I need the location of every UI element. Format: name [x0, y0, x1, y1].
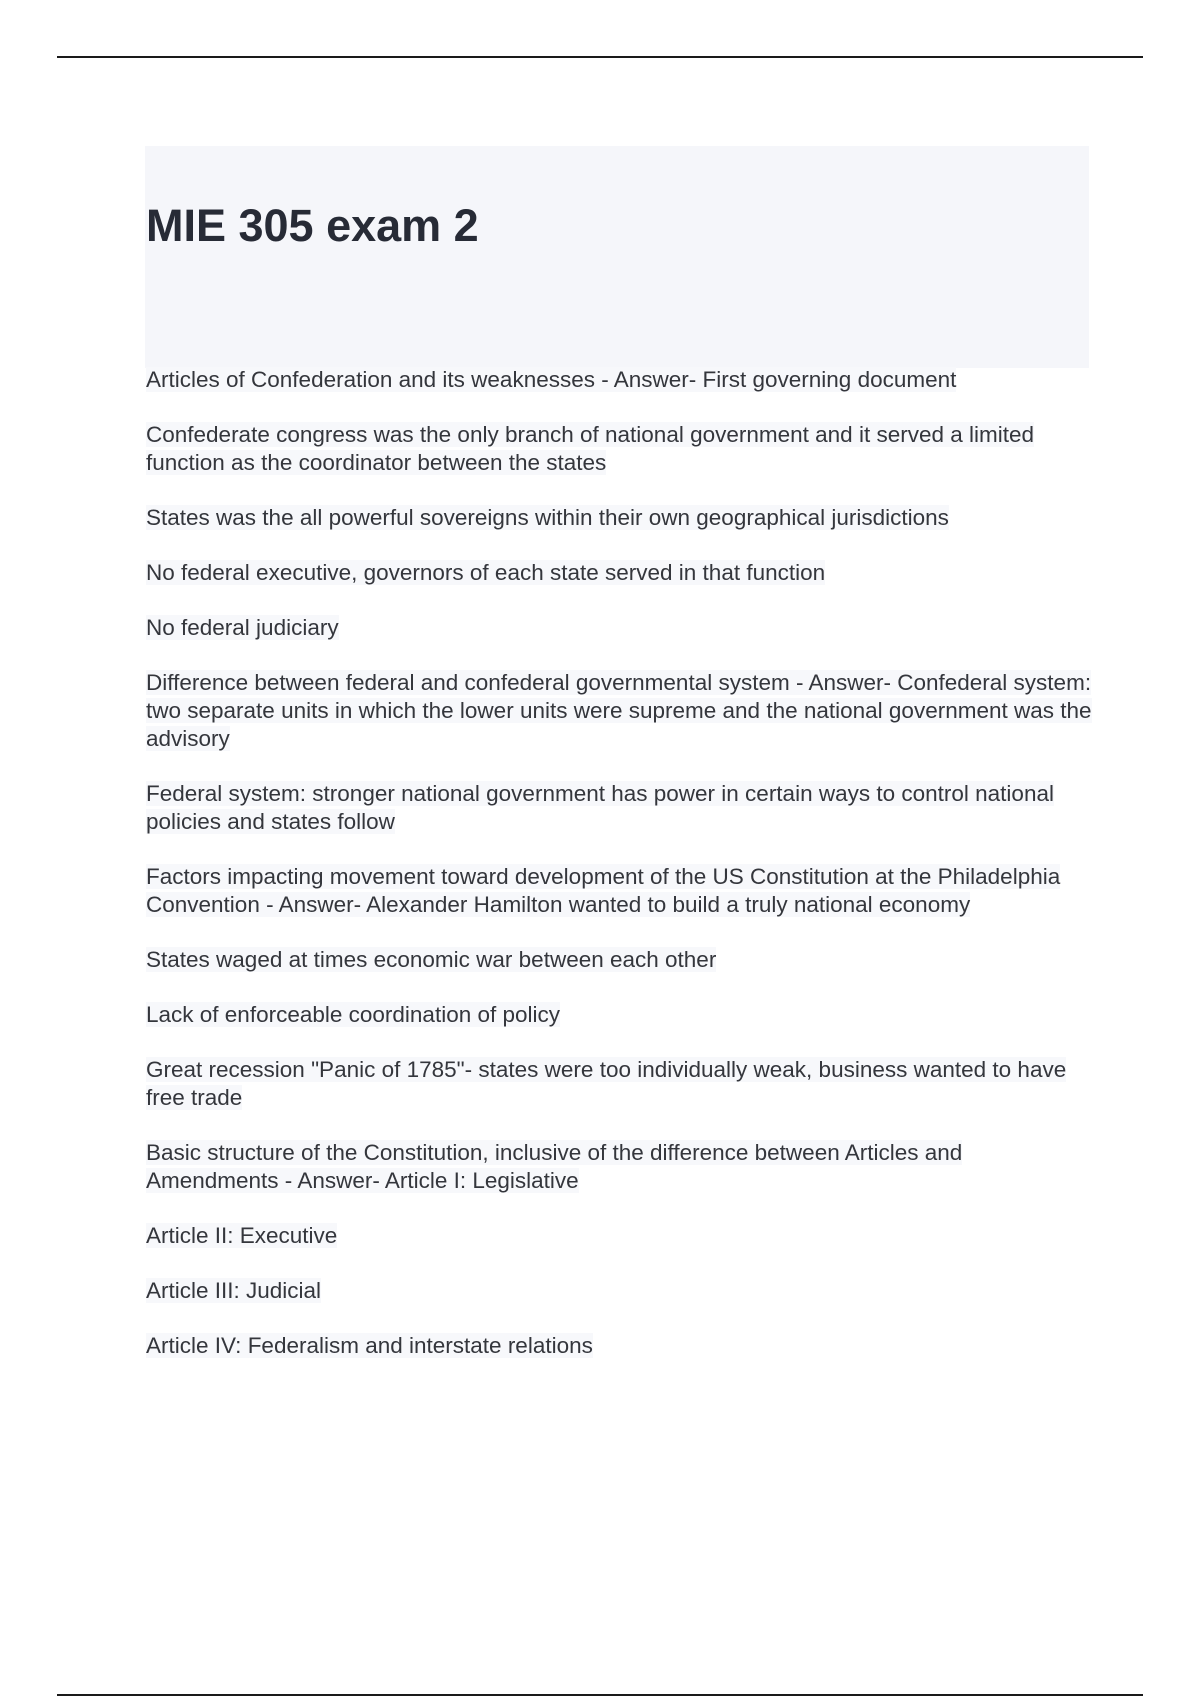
document-title: MIE 305 exam 2	[146, 200, 479, 251]
paragraph: Difference between federal and confederal governmental system - Answer- Confederal system: two separate units in which the lower units were supreme and the national government was the advisory	[146, 670, 1092, 751]
paragraph: No federal executive, governors of each state served in that function	[146, 560, 826, 585]
paragraph: Basic structure of the Constitution, inclusive of the difference between Articles and Amendments - Answer- Article I: Legislative	[146, 1140, 963, 1193]
paragraph: Articles of Confederation and its weaknesses - Answer- First governing document	[146, 367, 957, 392]
paragraph: Great recession "Panic of 1785"- states were too individually weak, business wanted to have free trade	[146, 1057, 1067, 1110]
bottom-divider	[57, 1694, 1143, 1696]
paragraph: Confederate congress was the only branch of national government and it served a limited function as the coordinator between the states	[146, 422, 1035, 475]
document-body	[146, 366, 1096, 1387]
paragraph: States waged at times economic war between each other	[146, 947, 717, 972]
paragraph: Factors impacting movement toward development of the US Constitution at the Philadelphia Convention - Answer- Alexander Hamilton wanted to build a truly national economy	[146, 864, 1061, 917]
paragraph: Article III: Judicial	[146, 1278, 322, 1303]
paragraph: Article IV: Federalism and interstate relations	[146, 1333, 593, 1358]
paragraph: No federal judiciary	[146, 615, 339, 640]
paragraph: Lack of enforceable coordination of policy	[146, 1002, 561, 1027]
top-divider	[57, 56, 1143, 58]
paragraph: Article II: Executive	[146, 1223, 338, 1248]
title-band	[145, 146, 1089, 368]
paragraph: Federal system: stronger national government has power in certain ways to control national policies and states follow	[146, 781, 1054, 834]
paragraph: States was the all powerful sovereigns within their own geographical jurisdictions	[146, 505, 949, 530]
